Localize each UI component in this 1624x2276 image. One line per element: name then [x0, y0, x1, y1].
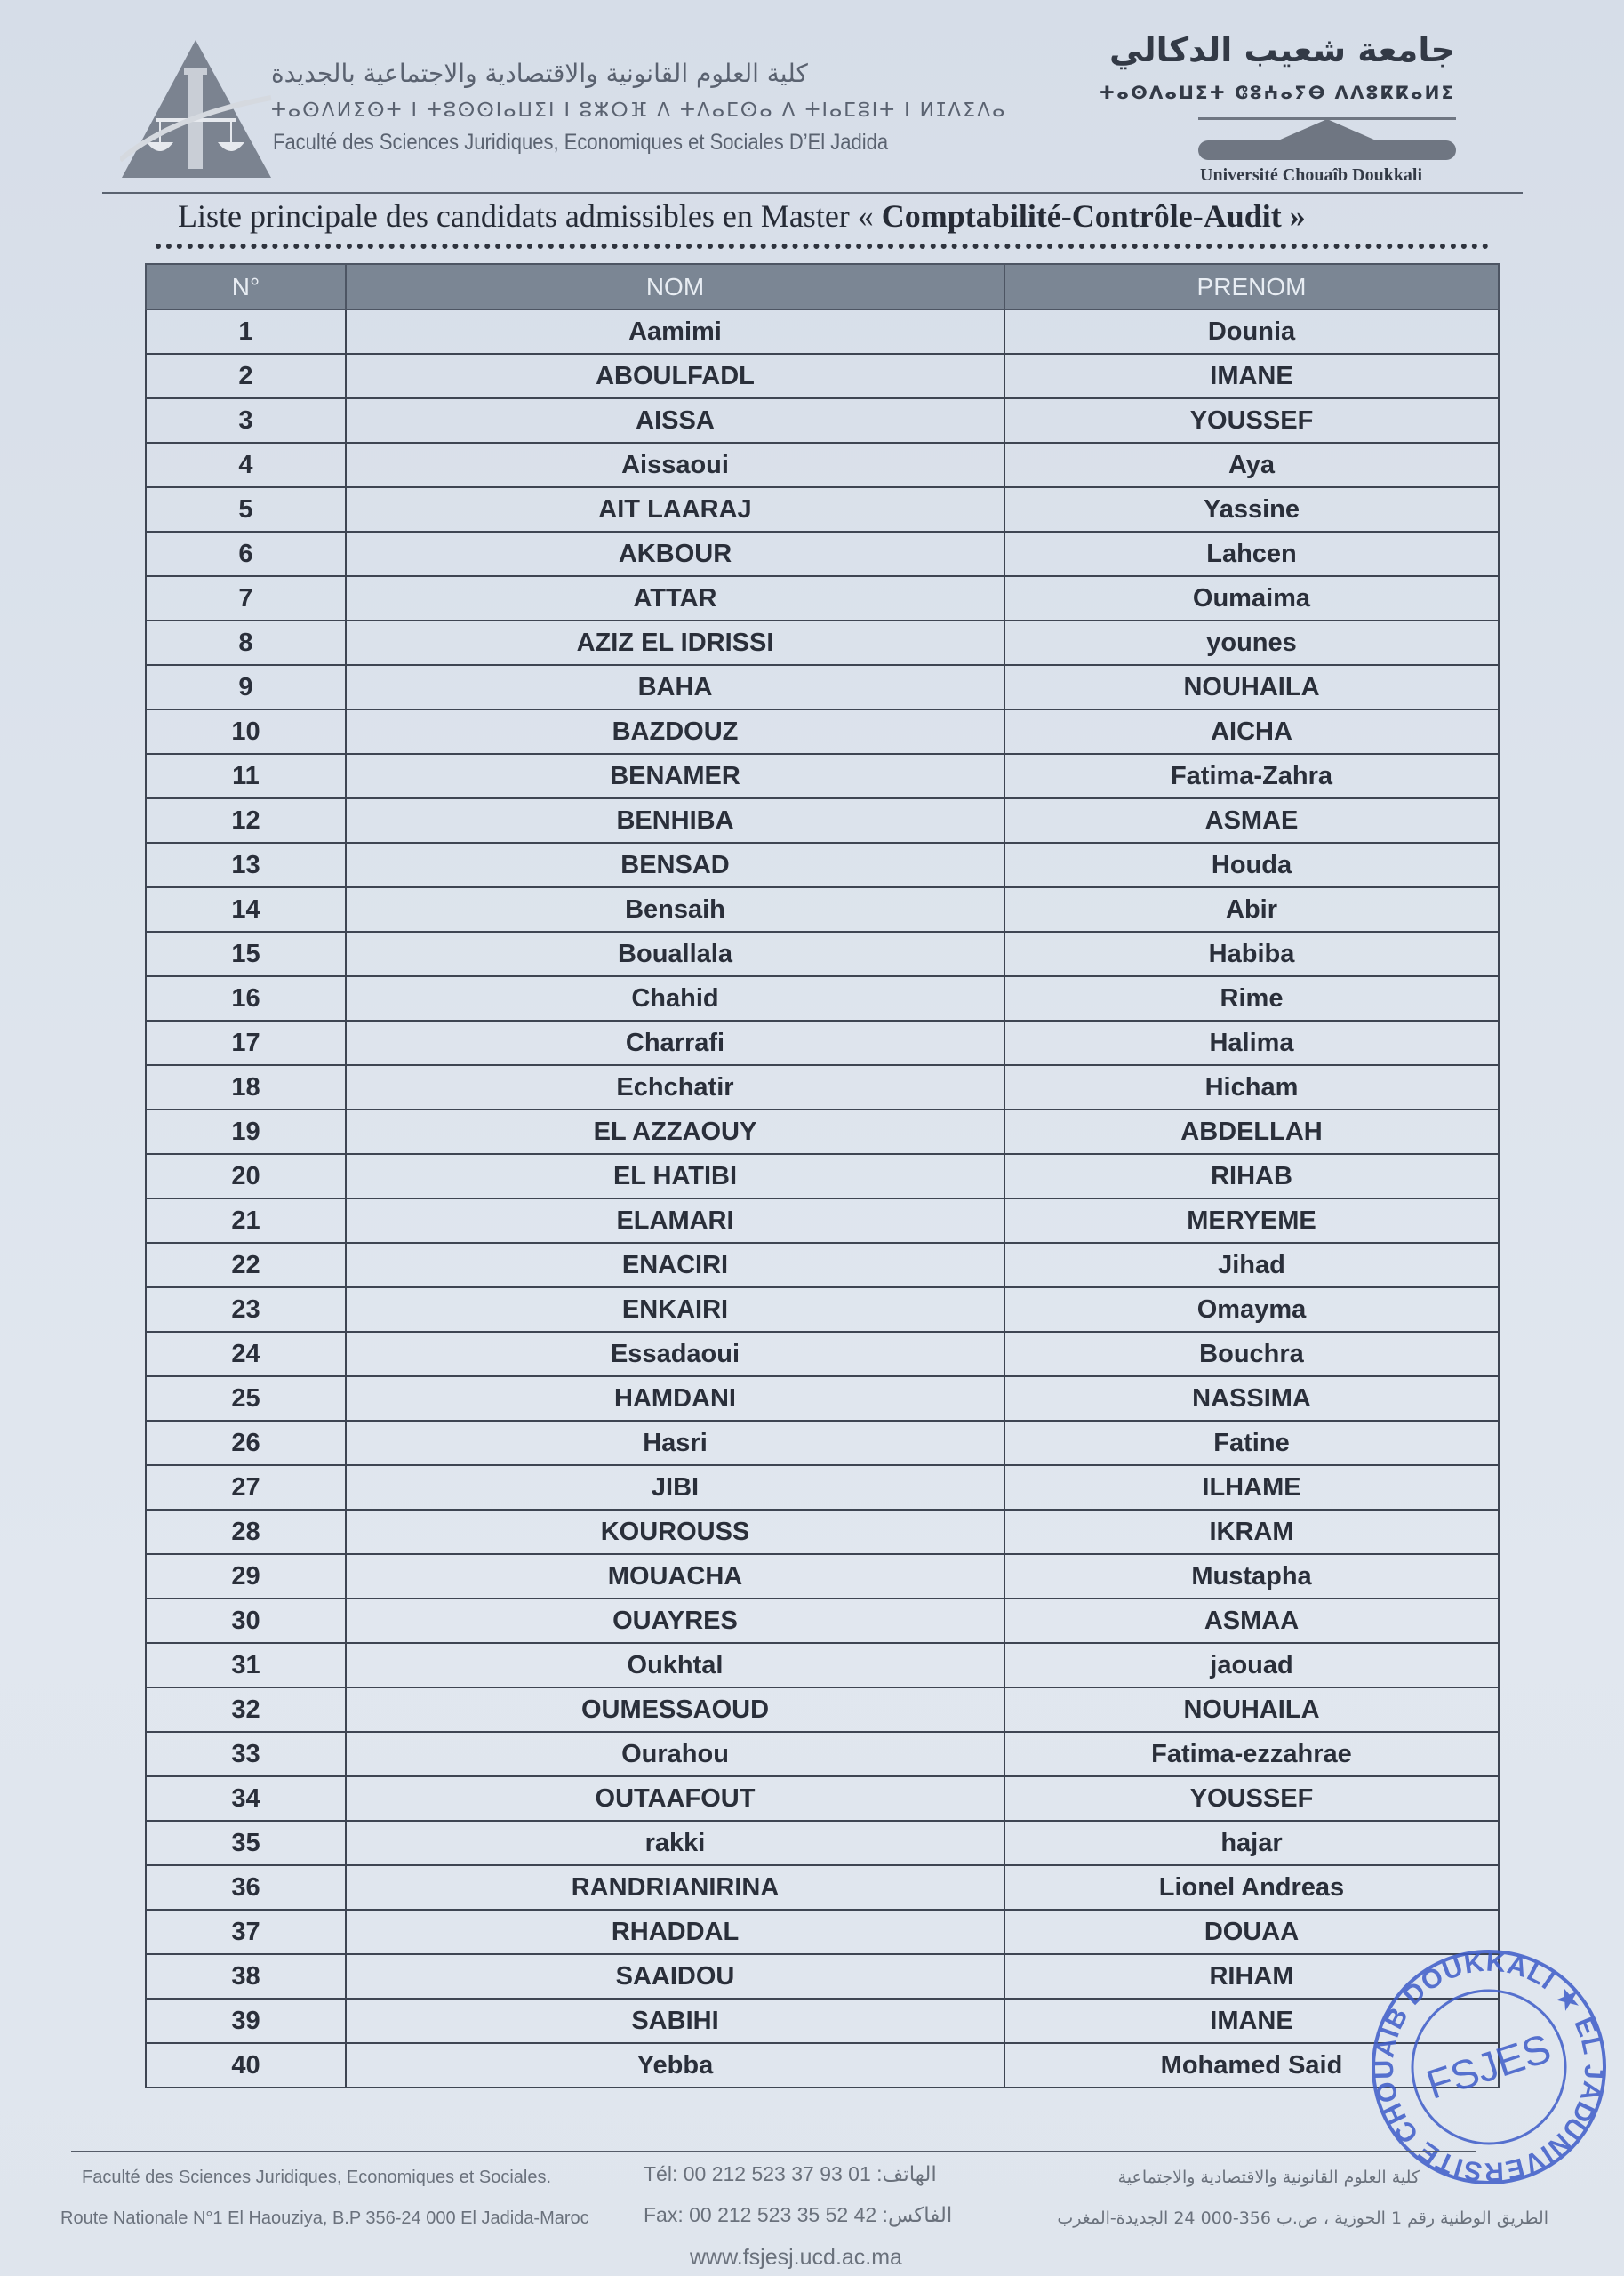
- cell-prenom: NOUHAILA: [1004, 1687, 1499, 1732]
- cell-nom: OUAYRES: [346, 1599, 1004, 1643]
- cell-prenom: Yassine: [1004, 487, 1499, 532]
- table-row: [146, 398, 1499, 443]
- cell-prenom: Oumaima: [1004, 576, 1499, 621]
- cell-prenom: DOUAA: [1004, 1910, 1499, 1954]
- cell-nom: OUTAAFOUT: [346, 1776, 1004, 1821]
- cell-prenom: younes: [1004, 621, 1499, 665]
- cell-prenom: Lionel Andreas: [1004, 1865, 1499, 1910]
- cell-number: 25: [146, 1376, 346, 1421]
- cell-prenom: Hicham: [1004, 1065, 1499, 1110]
- cell-prenom: ASMAE: [1004, 798, 1499, 843]
- table-row: [146, 1510, 1499, 1554]
- cell-nom: Aamimi: [346, 309, 1004, 354]
- cell-prenom: hajar: [1004, 1821, 1499, 1865]
- cell-nom: Aissaoui: [346, 443, 1004, 487]
- university-name-french: Université Chouaîb Doukkali: [1200, 165, 1423, 185]
- cell-nom: Chahid: [346, 976, 1004, 1021]
- table-row: [146, 1065, 1499, 1110]
- cell-nom: BENHIBA: [346, 798, 1004, 843]
- cell-number: 33: [146, 1732, 346, 1776]
- stamp-center-text: FSJES: [1420, 2024, 1556, 2108]
- cell-number: 31: [146, 1643, 346, 1687]
- cell-nom: AISSA: [346, 398, 1004, 443]
- cell-nom: Ourahou: [346, 1732, 1004, 1776]
- cell-prenom: Omayma: [1004, 1287, 1499, 1332]
- faculty-name-tifinagh: ⵜⴰⵙⴷⵍⵉⵙⵜ ⵏ ⵜⵓⵙⵙⵏⴰⵡⵉⵏ ⵏ ⵓⵣⵔⴼ ⴷ ⵜⴷⴰⵎⵙⴰ ⴷ ⵜⵏⴰⵎⵓⵏⵜ ⵏ ⵍⵊⴷⵉⴷⴰ: [271, 100, 1007, 122]
- cell-prenom: IMANE: [1004, 354, 1499, 398]
- table-row: [146, 1732, 1499, 1776]
- cell-number: 13: [146, 843, 346, 887]
- table-row: [146, 621, 1499, 665]
- cell-number: 26: [146, 1421, 346, 1465]
- cell-nom: AIT LAARAJ: [346, 487, 1004, 532]
- table-row: [146, 1865, 1499, 1910]
- cell-number: 35: [146, 1821, 346, 1865]
- footer-address-arabic: الطريق الوطنية رقم 1 الحوزية ، ص.ب 356-000 24 الجديدة-المغرب: [1057, 2208, 1548, 2228]
- cell-prenom: Jihad: [1004, 1243, 1499, 1287]
- cell-prenom: IMANE: [1004, 1999, 1499, 2043]
- table-row: [146, 843, 1499, 887]
- cell-prenom: Fatima-ezzahrae: [1004, 1732, 1499, 1776]
- table-row: [146, 754, 1499, 798]
- cell-number: 20: [146, 1154, 346, 1198]
- cell-nom: AZIZ EL IDRISSI: [346, 621, 1004, 665]
- cell-nom: JIBI: [346, 1465, 1004, 1510]
- table-row: [146, 798, 1499, 843]
- table-row: [146, 1154, 1499, 1198]
- cell-number: 19: [146, 1110, 346, 1154]
- table-row: [146, 354, 1499, 398]
- cell-prenom: Habiba: [1004, 932, 1499, 976]
- cell-nom: Hasri: [346, 1421, 1004, 1465]
- cell-number: 3: [146, 398, 346, 443]
- cell-prenom: ASMAA: [1004, 1599, 1499, 1643]
- cell-nom: Essadaoui: [346, 1332, 1004, 1376]
- table-row: [146, 932, 1499, 976]
- cell-number: 21: [146, 1198, 346, 1243]
- footer-divider: [71, 2151, 1476, 2152]
- cell-number: 12: [146, 798, 346, 843]
- cell-nom: BENAMER: [346, 754, 1004, 798]
- footer-faculty-french: Faculté des Sciences Juridiques, Economiques et Sociales.: [82, 2168, 552, 2187]
- cell-number: 15: [146, 932, 346, 976]
- cell-nom: MOUACHA: [346, 1554, 1004, 1599]
- table-row: [146, 665, 1499, 709]
- table-row: [146, 1465, 1499, 1510]
- table-row: [146, 1554, 1499, 1599]
- cell-number: 29: [146, 1554, 346, 1599]
- footer-phone: Tél: 00 212 523 37 93 01 :الهاتف: [644, 2162, 937, 2185]
- title-suffix: »: [1281, 198, 1306, 234]
- cell-nom: ABOULFADL: [346, 354, 1004, 398]
- table-row: [146, 487, 1499, 532]
- cell-number: 7: [146, 576, 346, 621]
- footer-address-french: Route Nationale N°1 El Haouziya, B.P 356-24 000 El Jadida-Maroc: [60, 2208, 589, 2228]
- cell-number: 23: [146, 1287, 346, 1332]
- cell-prenom: RIHAM: [1004, 1954, 1499, 1999]
- table-row: [146, 1021, 1499, 1065]
- cell-nom: RANDRIANIRINA: [346, 1865, 1004, 1910]
- cell-number: 2: [146, 354, 346, 398]
- cell-prenom: Aya: [1004, 443, 1499, 487]
- title-dotted-underline: [156, 244, 1489, 249]
- cell-number: 9: [146, 665, 346, 709]
- cell-prenom: RIHAB: [1004, 1154, 1499, 1198]
- cell-nom: BAHA: [346, 665, 1004, 709]
- cell-nom: Bouallala: [346, 932, 1004, 976]
- cell-number: 22: [146, 1243, 346, 1287]
- cell-number: 30: [146, 1599, 346, 1643]
- faculty-name-arabic: كلية العلوم القانونية والاقتصادية والاجتماعية بالجديدة: [271, 59, 808, 88]
- table-row: [146, 1999, 1499, 2043]
- cell-nom: SAAIDOU: [346, 1954, 1004, 1999]
- table-row: [146, 1332, 1499, 1376]
- cell-prenom: YOUSSEF: [1004, 398, 1499, 443]
- footer-website: www.fsjesj.ucd.ac.ma: [690, 2245, 902, 2270]
- cell-number: 27: [146, 1465, 346, 1510]
- cell-number: 39: [146, 1999, 346, 2043]
- cell-nom: EL AZZAOUY: [346, 1110, 1004, 1154]
- cell-nom: rakki: [346, 1821, 1004, 1865]
- cell-nom: Bensaih: [346, 887, 1004, 932]
- cell-prenom: Bouchra: [1004, 1332, 1499, 1376]
- university-name-tifinagh: ⵜⴰⵙⴷⴰⵡⵉⵜ ⵛⵓⵄⴰⵢⴱ ⴷⴷⵓⴽⴽⴰⵍⵉ: [1099, 82, 1455, 103]
- table-row: [146, 1776, 1499, 1821]
- cell-nom: Charrafi: [346, 1021, 1004, 1065]
- cell-prenom: Halima: [1004, 1021, 1499, 1065]
- cell-number: 18: [146, 1065, 346, 1110]
- cell-prenom: ILHAME: [1004, 1465, 1499, 1510]
- cell-prenom: YOUSSEF: [1004, 1776, 1499, 1821]
- stamp-ring-text: UNIVERSITE CHOUAIB DOUKKALI ★ EL JADIDA: [1369, 1947, 1609, 2187]
- cell-number: 8: [146, 621, 346, 665]
- cell-prenom: Fatima-Zahra: [1004, 754, 1499, 798]
- table-row: [146, 1599, 1499, 1643]
- cell-nom: AKBOUR: [346, 532, 1004, 576]
- cell-number: 5: [146, 487, 346, 532]
- document-title: [178, 197, 1306, 235]
- footer-faculty-arabic: كلية العلوم القانونية والاقتصادية والاجتماعية: [1117, 2168, 1420, 2187]
- table-body: [146, 309, 1499, 2088]
- table-row: [146, 709, 1499, 754]
- cell-nom: SABIHI: [346, 1999, 1004, 2043]
- cell-number: 6: [146, 532, 346, 576]
- cell-prenom: NASSIMA: [1004, 1376, 1499, 1421]
- cell-number: 17: [146, 1021, 346, 1065]
- table-row: [146, 2043, 1499, 2088]
- cell-prenom: Rime: [1004, 976, 1499, 1021]
- university-name-arabic: جامعة شعيب الدكالي: [1108, 30, 1455, 69]
- cell-number: 40: [146, 2043, 346, 2088]
- cell-nom: Oukhtal: [346, 1643, 1004, 1687]
- cell-number: 36: [146, 1865, 346, 1910]
- cell-nom: EL HATIBI: [346, 1154, 1004, 1198]
- cell-prenom: MERYEME: [1004, 1198, 1499, 1243]
- table-row: [146, 1821, 1499, 1865]
- cell-number: 4: [146, 443, 346, 487]
- table-row: [146, 1687, 1499, 1732]
- table-row: [146, 1110, 1499, 1154]
- title-prefix: Liste principale des candidats admissibles en Master «: [178, 198, 882, 234]
- faculty-name-french: Faculté des Sciences Juridiques, Economiques et Sociales D’El Jadida: [273, 130, 889, 155]
- table-row: [146, 1954, 1499, 1999]
- table-row: [146, 309, 1499, 354]
- cell-prenom: Abir: [1004, 887, 1499, 932]
- cell-number: 10: [146, 709, 346, 754]
- cell-nom: ENACIRI: [346, 1243, 1004, 1287]
- column-header-nom: NOM: [346, 264, 1004, 309]
- cell-number: 1: [146, 309, 346, 354]
- footer-fax: Fax: 00 212 523 35 52 42 :الفاكس: [644, 2203, 953, 2226]
- table-row: [146, 887, 1499, 932]
- cell-nom: BAZDOUZ: [346, 709, 1004, 754]
- table-row: [146, 532, 1499, 576]
- faculty-logo: [120, 36, 276, 182]
- candidates-table: [145, 263, 1500, 2088]
- cell-nom: RHADDAL: [346, 1910, 1004, 1954]
- cell-prenom: Lahcen: [1004, 532, 1499, 576]
- cell-nom: BENSAD: [346, 843, 1004, 887]
- table-row: [146, 1910, 1499, 1954]
- cell-nom: Yebba: [346, 2043, 1004, 2088]
- title-program: Comptabilité-Contrôle-Audit: [881, 198, 1282, 234]
- cell-nom: Echchatir: [346, 1065, 1004, 1110]
- cell-number: 28: [146, 1510, 346, 1554]
- cell-number: 37: [146, 1910, 346, 1954]
- cell-prenom: ABDELLAH: [1004, 1110, 1499, 1154]
- cell-nom: KOUROUSS: [346, 1510, 1004, 1554]
- cell-number: 16: [146, 976, 346, 1021]
- cell-number: 14: [146, 887, 346, 932]
- cell-prenom: Mohamed Said: [1004, 2043, 1499, 2088]
- cell-number: 38: [146, 1954, 346, 1999]
- cell-number: 34: [146, 1776, 346, 1821]
- cell-nom: ENKAIRI: [346, 1287, 1004, 1332]
- cell-prenom: NOUHAILA: [1004, 665, 1499, 709]
- cell-prenom: jaouad: [1004, 1643, 1499, 1687]
- table-row: [146, 1287, 1499, 1332]
- university-logo: [1198, 114, 1456, 165]
- table-row: [146, 1198, 1499, 1243]
- table-row: [146, 1376, 1499, 1421]
- cell-prenom: Mustapha: [1004, 1554, 1499, 1599]
- table-row: [146, 1643, 1499, 1687]
- table-row: [146, 976, 1499, 1021]
- table-row: [146, 576, 1499, 621]
- table-row: [146, 443, 1499, 487]
- header-divider: [102, 192, 1523, 194]
- cell-prenom: Houda: [1004, 843, 1499, 887]
- cell-prenom: Dounia: [1004, 309, 1499, 354]
- cell-number: 24: [146, 1332, 346, 1376]
- cell-nom: HAMDANI: [346, 1376, 1004, 1421]
- cell-prenom: IKRAM: [1004, 1510, 1499, 1554]
- cell-prenom: AICHA: [1004, 709, 1499, 754]
- cell-number: 32: [146, 1687, 346, 1732]
- cell-number: 11: [146, 754, 346, 798]
- column-header-number: N°: [146, 264, 346, 309]
- cell-nom: ATTAR: [346, 576, 1004, 621]
- cell-nom: OUMESSAOUD: [346, 1687, 1004, 1732]
- table-row: [146, 1243, 1499, 1287]
- cell-prenom: Fatine: [1004, 1421, 1499, 1465]
- cell-nom: ELAMARI: [346, 1198, 1004, 1243]
- table-row: [146, 1421, 1499, 1465]
- column-header-prenom: PRENOM: [1004, 264, 1499, 309]
- table-header-row: [146, 264, 1499, 309]
